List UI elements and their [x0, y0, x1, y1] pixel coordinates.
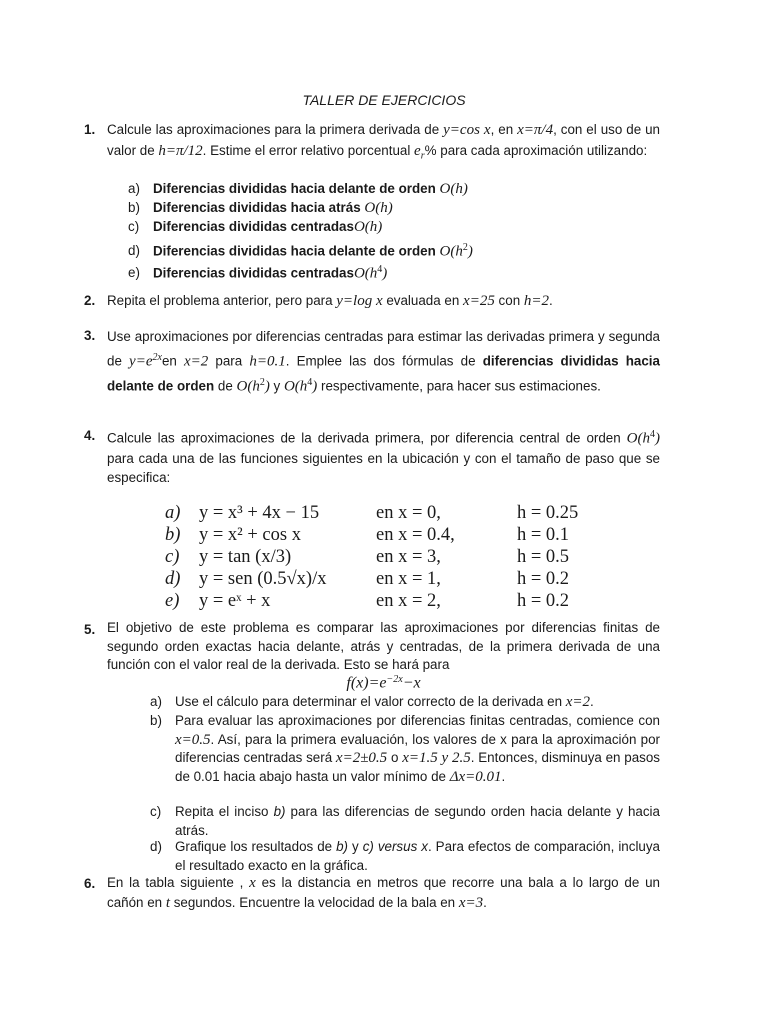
problem-5-item-d: d) Grafique los resultados de b) y c) versus x. Para efectos de comparación, incluya el resultado exacto en la gráfica. [150, 839, 661, 873]
problem-5-item-c: c) Repita el inciso b) para las diferencias de segundo orden hacia delante y hacia atrás. [150, 804, 660, 838]
problem-6-number: 6. [84, 876, 96, 891]
problem-5-function: $f(x)=e^{-2x}-x$ [346, 674, 421, 692]
problem-5-item-a: a) Use el cálculo para determinar el valor correcto de la derivada en x=2. [150, 694, 594, 710]
problem-5-number: 5. [84, 622, 96, 637]
problem-3-number: 3. [84, 328, 96, 343]
problem-5-item-b: b) Para evaluar las aproximaciones por diferencias finitas centradas, comience con x=0.5. Así, para la primera evaluación, los valores de x para la aproximación por diferencias centradas será x=2±0.5 o x=1.5 y 2.5. Entonces, disminuya en pasos de 0.01 hacia abajo hasta un valor mínimo de Δx=0.01. [150, 713, 660, 785]
problem-3-text: Use aproximaciones por diferencias centradas para estimar las derivadas primera y segunda de $y=e^{2x}en$ x=2 para h=0.1. Emplee las dos fórmulas de diferencias divididas hacia delante de orden de $O(h^2)$ y $O(h^4)$ respectivamente, para hacer sus estimaciones. [107, 329, 660, 395]
problem-2-number: 2. [84, 293, 96, 308]
problem-2-text: Repita el problema anterior, pero para y=log x evaluada en x=25 con h=2. [107, 293, 553, 309]
problem-1-text: Calcule las aproximaciones para la primera derivada de y=cos x, en x=π/4, con el uso de un valor de h=π/12. Estime el error relativo porcentual $e_r\%$ para cada aproximación utilizando: [107, 122, 660, 162]
problem-1-number: 1. [84, 122, 96, 137]
problem-1-item-a: a) Diferencias divididas hacia delante de orden O(h) [128, 181, 468, 197]
page-title: TALLER DE EJERCICIOS [302, 92, 466, 108]
problem-1-item-e: e) Diferencias divididas $centradasO(h^4)$ [128, 264, 388, 282]
problem-1-item-d: d) Diferencias divididas hacia delante de orden $O(h^2)$ [128, 242, 473, 260]
problem-6-text: En la tabla siguiente , x es la distancia en metros que recorre una bala a lo largo de un cañón en t segundos. Encuentre la velocidad de la bala en x=3. [107, 875, 661, 911]
problem-4-number: 4. [84, 428, 96, 443]
problem-5-text: El objetivo de este problema es comparar las aproximaciones por diferencias finitas de segundo orden exactas hacia delante, atrás y centradas, de la primera derivada de una función con el valor real de la derivada. Esto se hará para [107, 620, 660, 672]
problem-1-item-b: b) Diferencias divididas hacia atrás O(h) [128, 200, 393, 216]
document-page: TALLER DE EJERCICIOS 1. Calcule las aproximaciones para la primera derivada de y=cos x, en x=π/4, con el uso de un valor de h=π/12. Estime el error relativo porcentual $e_r\%$ para cada aproximación utilizando: a) Diferencias divididas hacia delante de orden O(h) b) Diferencias divididas hacia atrás O(h) c) Diferencias divididas centradasO(h) d) Diferencias divididas hacia delante de orden $O(h^2)$ e) Diferencias divididas $centradasO(h^4)$ 2. Repita el problema anterior, pero para y=log x evaluada en x=25 con h=2. 3. Use aproximaciones por diferencias centradas para estimar las derivadas primera y segunda de $y=e^{2x}en$ x=2 para h=0.1. Emplee las dos fórmulas de diferencias divididas hacia delante de orden de $O(h^2)$ y $O(h^4)$ respectivamente, para hacer sus estimaciones. 4. Calcule las aproximaciones de la derivada primera, por diferencia central de orden $O(h^4)$ para cada una de las funciones siguientes en la ubicación y con el tamaño de paso que se especifica: a) y = x³ + 4x − 15 en x = 0, h = 0.25 b) y = x² + cos x en x = 0.4, h = 0.1 c) y = tan (x/3) en x = 3, h = 0.5 d) y = sen (0.5√x)/x en x = 1, h = 0.2 e) y = eˣ + x en x = 2, h = 0.2 5. El objetivo de este problema es comparar las aproximaciones por diferencias finitas de segundo orden exactas hacia delante, atrás y centradas, de la primera derivada de una función con el valor real de la derivada. Esto se hará para $f(x)=e^{-2x}-x$ a) Use el cálculo para determinar el valor correcto de la derivada en x=2. b) Para evaluar las aproximaciones por diferencias finitas centradas, comience con x=0.5. Así, para la primera evaluación, los valores de x para la aproximación por diferencias centradas será x=2±0.5 o x=1.5 y 2.5. Entonces, disminuya en pasos de 0.01 hacia abajo hasta un valor mínimo de Δx=0.01. c) Repita el inciso b) para las diferencias de segundo orden hacia delante y hacia atrás. d) Grafique los resultados de b) y c) versus x. Para efectos de comparación, incluya el resultado exacto en la gráfica. 6. En la tabla siguiente , x es la distancia en metros que recorre una bala a lo largo de un cañón en t segundos. Encuentre la velocidad de la bala en x=3. [0, 0, 768, 1024]
problem-1-item-c: c) Diferencias divididas centradasO(h) [128, 219, 383, 235]
problem-4-text: Calcule las aproximaciones de la derivada primera, por diferencia central de orden $O(h^4)$ para cada una de las funciones siguientes en la ubicación y con el tamaño de paso que se especifica: [107, 429, 660, 486]
